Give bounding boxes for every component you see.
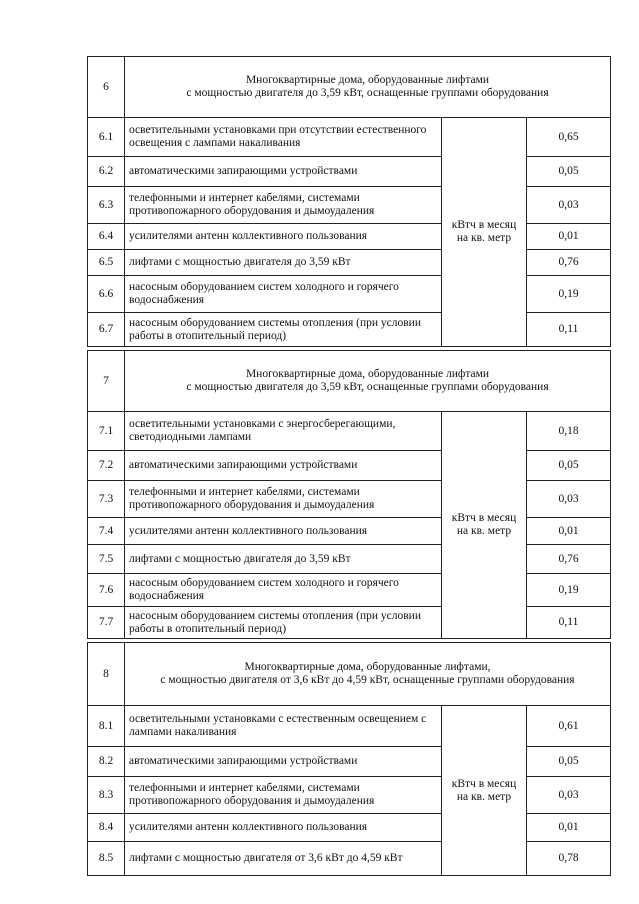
unit-line: кВтч в месяц bbox=[451, 512, 517, 524]
row-value: 0,11 bbox=[527, 313, 611, 347]
group-title bbox=[125, 57, 611, 118]
row-value: 0,05 bbox=[527, 451, 611, 481]
table-row bbox=[88, 574, 611, 607]
row-number: 8.3 bbox=[88, 777, 125, 814]
table-row bbox=[88, 706, 611, 747]
row-value: 0,05 bbox=[527, 157, 611, 187]
row-description: лифтами с мощностью двигателя до 3,59 кВт bbox=[125, 250, 442, 276]
row-description: осветительными установками с естественным освещением с лампами накаливания bbox=[125, 706, 442, 747]
group-number: 6 bbox=[88, 57, 125, 118]
group-header-row bbox=[88, 57, 611, 118]
tariff-table-body bbox=[88, 57, 611, 876]
table-row bbox=[88, 481, 611, 518]
row-number: 7.2 bbox=[88, 451, 125, 481]
group-number: 7 bbox=[88, 351, 125, 412]
row-description: лифтами с мощностью двигателя до 3,59 кВт bbox=[125, 545, 442, 574]
table-row bbox=[88, 276, 611, 313]
table-row bbox=[88, 518, 611, 545]
table-row bbox=[88, 157, 611, 187]
row-number: 6.4 bbox=[88, 224, 125, 250]
group-title-line: Многоквартирные дома, оборудованные лифтами bbox=[245, 368, 490, 380]
row-value: 0,18 bbox=[527, 412, 611, 451]
table-row bbox=[88, 224, 611, 250]
unit-line: кВтч в месяц bbox=[451, 219, 517, 231]
row-number: 6.3 bbox=[88, 187, 125, 224]
row-value: 0,78 bbox=[527, 842, 611, 876]
group-header-row bbox=[88, 351, 611, 412]
row-number: 8.4 bbox=[88, 814, 125, 842]
table-row bbox=[88, 451, 611, 481]
unit-line: на кв. метр bbox=[456, 790, 512, 803]
row-number: 6.2 bbox=[88, 157, 125, 187]
tariff-table bbox=[87, 56, 611, 876]
row-description: лифтами с мощностью двигателя от 3,6 кВт до 4,59 кВт bbox=[125, 842, 442, 876]
row-number: 7.3 bbox=[88, 481, 125, 518]
row-description: телефонными и интернет кабелями, системами противопожарного оборудования и дымоудаления bbox=[125, 481, 442, 518]
row-description: автоматическими запирающими устройствами bbox=[125, 747, 442, 777]
row-number: 7.1 bbox=[88, 412, 125, 451]
row-description: телефонными и интернет кабелями, системами противопожарного оборудования и дымоудаления bbox=[125, 777, 442, 814]
row-number: 8.2 bbox=[88, 747, 125, 777]
row-number: 6.1 bbox=[88, 118, 125, 157]
table-row bbox=[88, 842, 611, 876]
row-description: насосным оборудованием систем холодного и горячего водоснабжения bbox=[125, 574, 442, 607]
table-row bbox=[88, 118, 611, 157]
unit-cell bbox=[442, 118, 527, 347]
unit-line: кВтч в месяц bbox=[451, 777, 517, 790]
row-description: усилителями антенн коллективного пользования bbox=[125, 814, 442, 842]
row-number: 6.6 bbox=[88, 276, 125, 313]
row-value: 0,19 bbox=[527, 574, 611, 607]
row-value: 0,05 bbox=[527, 747, 611, 777]
row-value: 0,03 bbox=[527, 481, 611, 518]
row-number: 6.5 bbox=[88, 250, 125, 276]
row-number: 6.7 bbox=[88, 313, 125, 347]
group-title-line: Многоквартирные дома, оборудованные лифтами bbox=[245, 74, 490, 86]
table-row bbox=[88, 545, 611, 574]
table-row bbox=[88, 412, 611, 451]
row-number: 8.1 bbox=[88, 706, 125, 747]
table-row bbox=[88, 747, 611, 777]
group-header-row bbox=[88, 643, 611, 706]
unit-cell bbox=[442, 706, 527, 876]
row-number: 7.5 bbox=[88, 545, 125, 574]
row-value: 0,01 bbox=[527, 518, 611, 545]
row-value: 0,61 bbox=[527, 706, 611, 747]
row-value: 0,76 bbox=[527, 250, 611, 276]
group-title bbox=[125, 351, 611, 412]
unit-line: на кв. метр bbox=[456, 525, 512, 537]
row-description: телефонными и интернет кабелями, системами противопожарного оборудования и дымоудаления bbox=[125, 187, 442, 224]
row-number: 7.7 bbox=[88, 607, 125, 639]
row-description: осветительными установками при отсутствии естественного освещения с лампами накаливания bbox=[125, 118, 442, 157]
table-row bbox=[88, 313, 611, 347]
row-description: усилителями антенн коллективного пользования bbox=[125, 224, 442, 250]
row-description: осветительными установками с энергосберегающими, светодиодными лампами bbox=[125, 412, 442, 451]
row-value: 0,65 bbox=[527, 118, 611, 157]
row-value: 0,11 bbox=[527, 607, 611, 639]
group-title-line: с мощностью двигателя до 3,59 кВт, оснащенные группами оборудования bbox=[186, 87, 549, 99]
table-row bbox=[88, 777, 611, 814]
group-number: 8 bbox=[88, 643, 125, 706]
table-row bbox=[88, 607, 611, 639]
unit-cell bbox=[442, 412, 527, 639]
group-title-line: с мощностью двигателя от 3,6 кВт до 4,59 кВт, оснащенные группами оборудования bbox=[160, 674, 575, 686]
row-description: насосным оборудованием систем холодного и горячего водоснабжения bbox=[125, 276, 442, 313]
table-row bbox=[88, 814, 611, 842]
row-description: усилителями антенн коллективного пользования bbox=[125, 518, 442, 545]
row-value: 0,76 bbox=[527, 545, 611, 574]
table-row bbox=[88, 250, 611, 276]
row-description: насосным оборудованием системы отопления (при условии работы в отопительный период) bbox=[125, 313, 442, 347]
row-value: 0,01 bbox=[527, 224, 611, 250]
row-value: 0,19 bbox=[527, 276, 611, 313]
row-description: насосным оборудованием системы отопления (при условии работы в отопительный период) bbox=[125, 607, 442, 639]
row-number: 7.4 bbox=[88, 518, 125, 545]
unit-line: на кв. метр bbox=[456, 232, 512, 244]
row-value: 0,03 bbox=[527, 777, 611, 814]
row-value: 0,03 bbox=[527, 187, 611, 224]
row-description: автоматическими запирающими устройствами bbox=[125, 451, 442, 481]
document-page bbox=[87, 56, 610, 876]
group-title bbox=[125, 643, 611, 706]
group-title-line: Многоквартирные дома, оборудованные лифтами, bbox=[244, 661, 491, 673]
row-description: автоматическими запирающими устройствами bbox=[125, 157, 442, 187]
row-value: 0,01 bbox=[527, 814, 611, 842]
group-title-line: с мощностью двигателя до 3,59 кВт, оснащенные группами оборудования bbox=[186, 381, 549, 393]
table-row bbox=[88, 187, 611, 224]
row-number: 7.6 bbox=[88, 574, 125, 607]
row-number: 8.5 bbox=[88, 842, 125, 876]
